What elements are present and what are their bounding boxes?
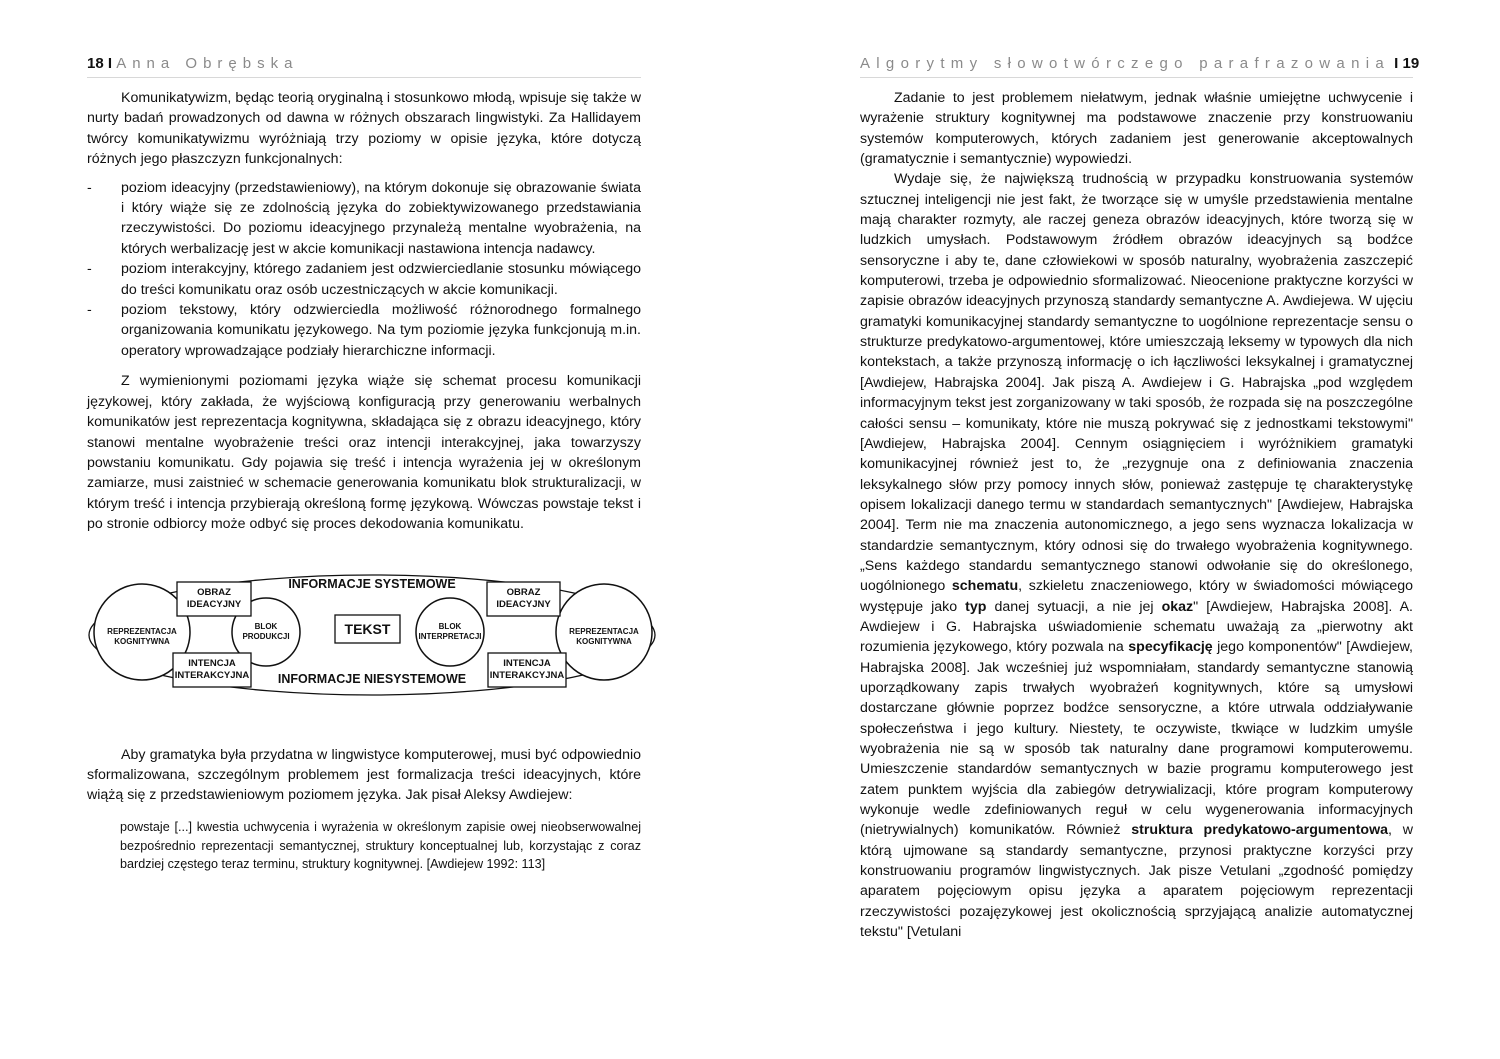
text-run: danej sytuacji, a nie jej [986,598,1162,615]
bold-term: struktura predykatowo-argumentowa [1131,822,1389,839]
right-obraz-label: OBRAZ IDEACYJNY [496,586,551,610]
left-obraz-label: OBRAZ IDEACYJNY [186,586,242,610]
bold-term: okaz [1161,598,1194,615]
levels-list [87,178,641,362]
bold-term: specyfikację [1128,639,1213,656]
block-quote: powstaje [...] kwestia uchwycenia i wyrażenia w określonym zapisie owej nieobserwowalnej bezpośrednio reprezentacji semantycznej, struktury konceptualnej lub, korzystając z coraz bardziej częstego teraz terminu, struktury kognitywnej. [Awdiejew 1992: 113] [120,819,641,872]
bold-term: schematu [951,578,1019,595]
text-run: " [Awdiejew, Habrajska 2008]. A. Awdiejew i G. Habrajska uświadomienie schematu uważają za „pierwotny akt rozumienia językowego, który pozwala na [860,598,1413,656]
text-run: , w którą ujmowane są standardy semantyczne, przynosi praktyczne korzyści przy konstruowaniu programów lingwistycznych. Jak pisze Vetulani „zgodność pomiędzy aparatem pojęciowym opisu języka a aparatem pojęciowym reprezentacji rzeczywistości pozajęzykowej jest okolicznością sprzyjającą analizie automatycznej tekstu" [Vetulani [860,822,1413,941]
text-run: , szkieletu znaczeniowego, który w świadomości mówiącego występuje jako [860,578,1414,615]
list-item: - poziom tekstowy, który odzwierciedla możliwość różnorodnego formalnego organizowania komunikatu językowego. Na tym poziomie języka funkcjonują m.in. operatory wprowadzające podziały hierarchiczne informacji. [87,300,641,361]
paragraph: Z wymienionymi poziomami języka wiąże się schemat procesu komunikacji językowej, który zakłada, że wyjściową konfiguracją przy generowaniu werbalnych komunikatów jest reprezentacja kognitywna, składająca się z obrazu ideacyjnego, który stanowi mentalne wyobrażenie treści oraz intencji interakcyjnej, jaka towarzyszy powstaniu komunikatu. Gdy pojawia się treść i intencja wyrażenia jej w określonym zamiarze, musi zaistnieć w schemacie generowania komunikatu blok strukturalizacji, w którym treść i intencja przybierają określoną formę językową. Wówczas powstaje tekst i po stronie odbiorcy może odbyć się proces dekodowania komunikatu. [87,373,641,533]
tekst-label: TEKST [344,620,391,637]
blok-interpretacji-label: BLOK INTERPRETACJI [418,621,482,641]
paragraph: Aby gramatyka była przydatna w lingwistyce komputerowej, musi być odpowiednio sformalizowana, szczególnym problemem jest formalizacja treści ideacyjnych, które wiążą się z przedstawieniowym poziomem języka. Jak pisał Aleksy Awdiejew: [87,746,641,804]
left-page-header [87,55,641,78]
paragraph: Komunikatywizm, będąc teorią oryginalną i stosunkowo młodą, wpisuje się także w nurty badań prowadzonych od dawna w różnych obszarach lingwistyki. Za Hallidayem twórcy komunikatywizmu wyróżniają trzy poziomy w opisie języka, które dotyczą różnych jego płaszczyzn funkcjonalnych: [87,90,641,168]
right-page-header [860,55,1420,78]
running-head-title: Algorytmy słowotwórczego parafrazowania [860,55,1390,72]
text-run: Wydaje się, że największą trudnością w przypadku konstruowania systemów sztucznej inteligencji nie jest fakt, że tworzące się w umyśle przedstawienia mentalne mają charakter rozmyty, ale raczej geneza obrazów ideacyjnych, które tworzą się w ludzkich umysłach. Podstawowym źródłem obrazów ideacyjnych są bodźce sensoryczne i aby te, dane człowiekowi w sposób naturalny, wyobrażenia zaszczepić komputerowi, trzeba je odpowiednio sformalizować. Nieocenione praktyczne korzyści w zapisie obrazów ideacyjnych przynoszą standardy semantyczne A. Awdiejewa. W ujęciu gramatyki komunikacyjnej standardy semantyczne to uogólnione reprezentacje sensu o strukturze predykatowo-argumentowej, które umieszczają leksemy w typowych dla nich kontekstach, a także przynoszą informację o ich łączliwości leksykalnej i gramatycznej [Awdiejew, Habrajska 2004]. Jak piszą A. Awdiejew i G. Habrajska „pod względem informacyjnym tekst jest zorganizowany w taki sposób, że rozpada się na poszczególne całości sensu – komunikaty, które nie muszą pokrywać się z jednostkami tekstowymi" [Awdiejew, Habrajska 2004]. Cennym osiągnięciem i wyróżnikiem gramatyki komunikacyjnej również jest to, że „rezygnuje ona z definiowania znaczenia leksykalnego słów przy pomocy innych słów, ponieważ zastępuje tę charakterystykę opisem lokalizacji danego termu w standardach semantycznych" [Awdiejew, Habrajska 2004]. Term nie ma znaczenia autonomicznego, a jego sens wyznacza lokalizacja w standardzie semantycznym, który odnosi się do trwałego wyobrażenia kognitywnego. „Sens każdego standardu semantycznego stanowi odwołanie się do określonego, uogólnionego [860,171,1413,595]
list-item: - poziom interakcyjny, którego zadaniem jest odzwierciedlanie stosunku mówiącego do treści komunikatu oraz osób uczestniczących w akcie komunikacji. [87,259,641,300]
header-separator: I [1394,55,1399,72]
header-separator: I [107,55,113,72]
right-circle-label: REPREZENTACJA KOGNITYWNA [569,626,639,646]
right-intencja-label: INTENCJA INTERAKCYJNA [489,657,565,681]
left-page-body [87,88,641,874]
blok-produkcji-label: BLOK PRODUKCJI [242,621,290,641]
list-item: - poziom ideacyjny (przedstawieniowy), na którym dokonuje się obrazowanie świata i który wiąże się ze zdolnością języka do zobiektywizowanego przedstawiania rzeczywistości. Do poziomu ideacyjnego przynależą mentalne wyobrażenia, na których werbalizację jest w akcie komunikacji nastawiona intencja nadawcy. [87,178,641,260]
text-run: jego komponentów" [Awdiejew, Habrajska 2008]. Jak wcześniej już wspomniałam, standardy semantyczne stanowią uporządkowany zapis trwałych wyobrażeń kognitywnych, które są umysłowi dostarczane głównie poprzez bodźce sensoryczne, a które utrwala oddziaływanie społeczeństwa i jego kultury. Niestety, te oczywiste, tkwiące w ludzkim umyśle wyobrażenia nie są w sposób tak naturalny dane programowi komputerowemu. Umieszczenie standardów semantycznych w bazie programu komputerowego jest zatem punktem wyjścia dla zabiegów detrywializacji, które program komputerowy wykonuje wedle zdefiniowanych reguł w celu wygenerowania informacyjnych (nietrywialnych) komunikatów. Również [860,639,1413,839]
running-head-author: Anna Obrębska [116,55,299,72]
left-intencja-label: INTENCJA INTERAKCYJNA [174,657,250,681]
right-page-body [860,88,1413,942]
paragraph: Zadanie to jest problemem niełatwym, jednak właśnie umiejętne uchwycenie i wyrażenie struktury kognitywnej ma podstawowe znaczenie przy konstruowaniu systemów komputerowych, których zadaniem jest generowanie akceptowalnych (gramatycznie i semantycznie) wypowiedzi. [860,90,1413,168]
left-circle-label: REPREZENTACJA KOGNITYWNA [107,626,177,646]
informacje-systemowe-label: INFORMACJE SYSTEMOWE [288,576,456,591]
bold-term: typ [965,598,987,615]
communication-diagram [86,569,656,705]
page-number: 19 [1402,55,1420,72]
paragraph [860,169,1413,942]
informacje-niesystemowe-label: INFORMACJE NIESYSTEMOWE [277,671,467,686]
page-number: 18 [87,55,104,72]
